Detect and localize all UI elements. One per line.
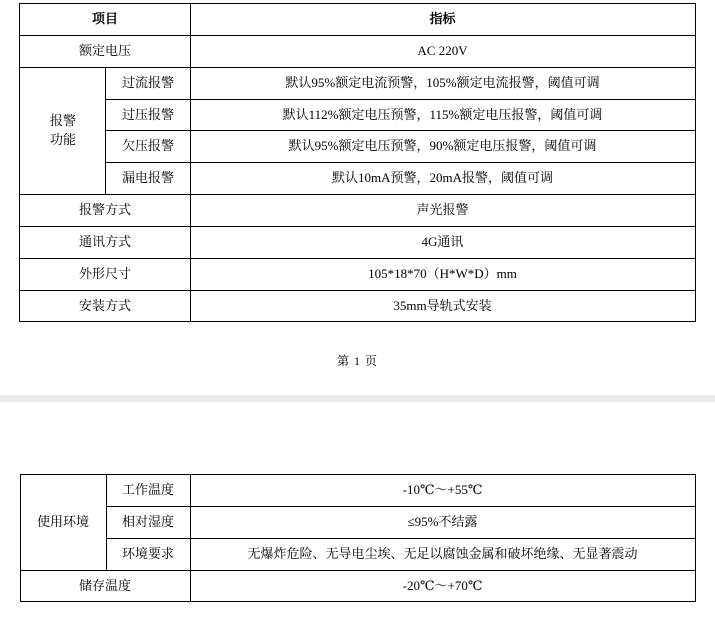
row-sublabel-leakage-alarm: 漏电报警 xyxy=(106,163,190,195)
row-value-relative-humidity: ≤95%不结露 xyxy=(190,506,695,538)
row-label-operating-environment: 使用环境 xyxy=(20,475,106,571)
table-row xyxy=(20,506,695,538)
table-row xyxy=(20,195,695,227)
table-row xyxy=(20,258,695,290)
row-label-alarm-method: 报警方式 xyxy=(20,195,190,227)
row-label-rated-voltage: 额定电压 xyxy=(20,35,190,67)
page-number: 第 1 页 xyxy=(336,354,378,368)
table-row xyxy=(20,35,695,67)
header-cell-spec: 指标 xyxy=(190,4,695,36)
row-sublabel-undervoltage-alarm: 欠压报警 xyxy=(106,131,190,163)
row-label-storage-temperature: 储存温度 xyxy=(20,570,190,602)
row-sublabel-operating-temperature: 工作温度 xyxy=(106,475,190,507)
row-label-dimensions: 外形尺寸 xyxy=(20,258,190,290)
row-sublabel-environment-requirements: 环境要求 xyxy=(106,538,190,570)
table-row xyxy=(20,67,695,99)
row-label-communication-method: 通讯方式 xyxy=(20,226,190,258)
table-row xyxy=(20,226,695,258)
row-value-environment-requirements: 无爆炸危险、无导电尘埃、无足以腐蚀金属和破坏绝缘、无显著震动 xyxy=(190,538,695,570)
row-value-communication-method: 4G通讯 xyxy=(190,226,695,258)
row-label-installation-method: 安装方式 xyxy=(20,290,190,322)
row-value-installation-method: 35mm导轨式安装 xyxy=(190,290,695,322)
row-value-overcurrent-alarm: 默认95%额定电流预警，105%额定电流报警，阈值可调 xyxy=(190,67,695,99)
row-value-storage-temperature: -20℃～+70℃ xyxy=(190,570,695,602)
row-value-rated-voltage: AC 220V xyxy=(190,35,695,67)
page-separator xyxy=(0,395,715,402)
environment-table xyxy=(20,474,696,602)
row-sublabel-relative-humidity: 相对湿度 xyxy=(106,506,190,538)
table-row xyxy=(20,163,695,195)
table-row xyxy=(20,290,695,322)
row-value-alarm-method: 声光报警 xyxy=(190,195,695,227)
row-value-undervoltage-alarm: 默认95%额定电压预警，90%额定电压报警，阈值可调 xyxy=(190,131,695,163)
row-value-dimensions: 105*18*70（H*W*D）mm xyxy=(190,258,695,290)
row-label-alarm-function xyxy=(20,67,106,194)
header-cell-item: 项目 xyxy=(20,4,190,36)
environment-table-container xyxy=(0,474,715,602)
specification-table xyxy=(19,3,695,322)
table-row xyxy=(20,570,695,602)
alarm-function-label-line1: 报警 xyxy=(49,113,76,129)
row-value-leakage-alarm: 默认10mA预警，20mA报警，阈值可调 xyxy=(190,163,695,195)
alarm-function-label-line2: 功能 xyxy=(49,131,76,147)
specification-table-container xyxy=(0,3,715,322)
row-value-overvoltage-alarm: 默认112%额定电压预警，115%额定电压报警，阈值可调 xyxy=(190,99,695,131)
row-value-operating-temperature: -10℃～+55℃ xyxy=(190,475,695,507)
table-row xyxy=(20,538,695,570)
row-sublabel-overcurrent-alarm: 过流报警 xyxy=(106,67,190,99)
table-header-row xyxy=(20,4,695,36)
row-sublabel-overvoltage-alarm: 过压报警 xyxy=(106,99,190,131)
table-row xyxy=(20,475,695,507)
table-row xyxy=(20,99,695,131)
table-row xyxy=(20,131,695,163)
